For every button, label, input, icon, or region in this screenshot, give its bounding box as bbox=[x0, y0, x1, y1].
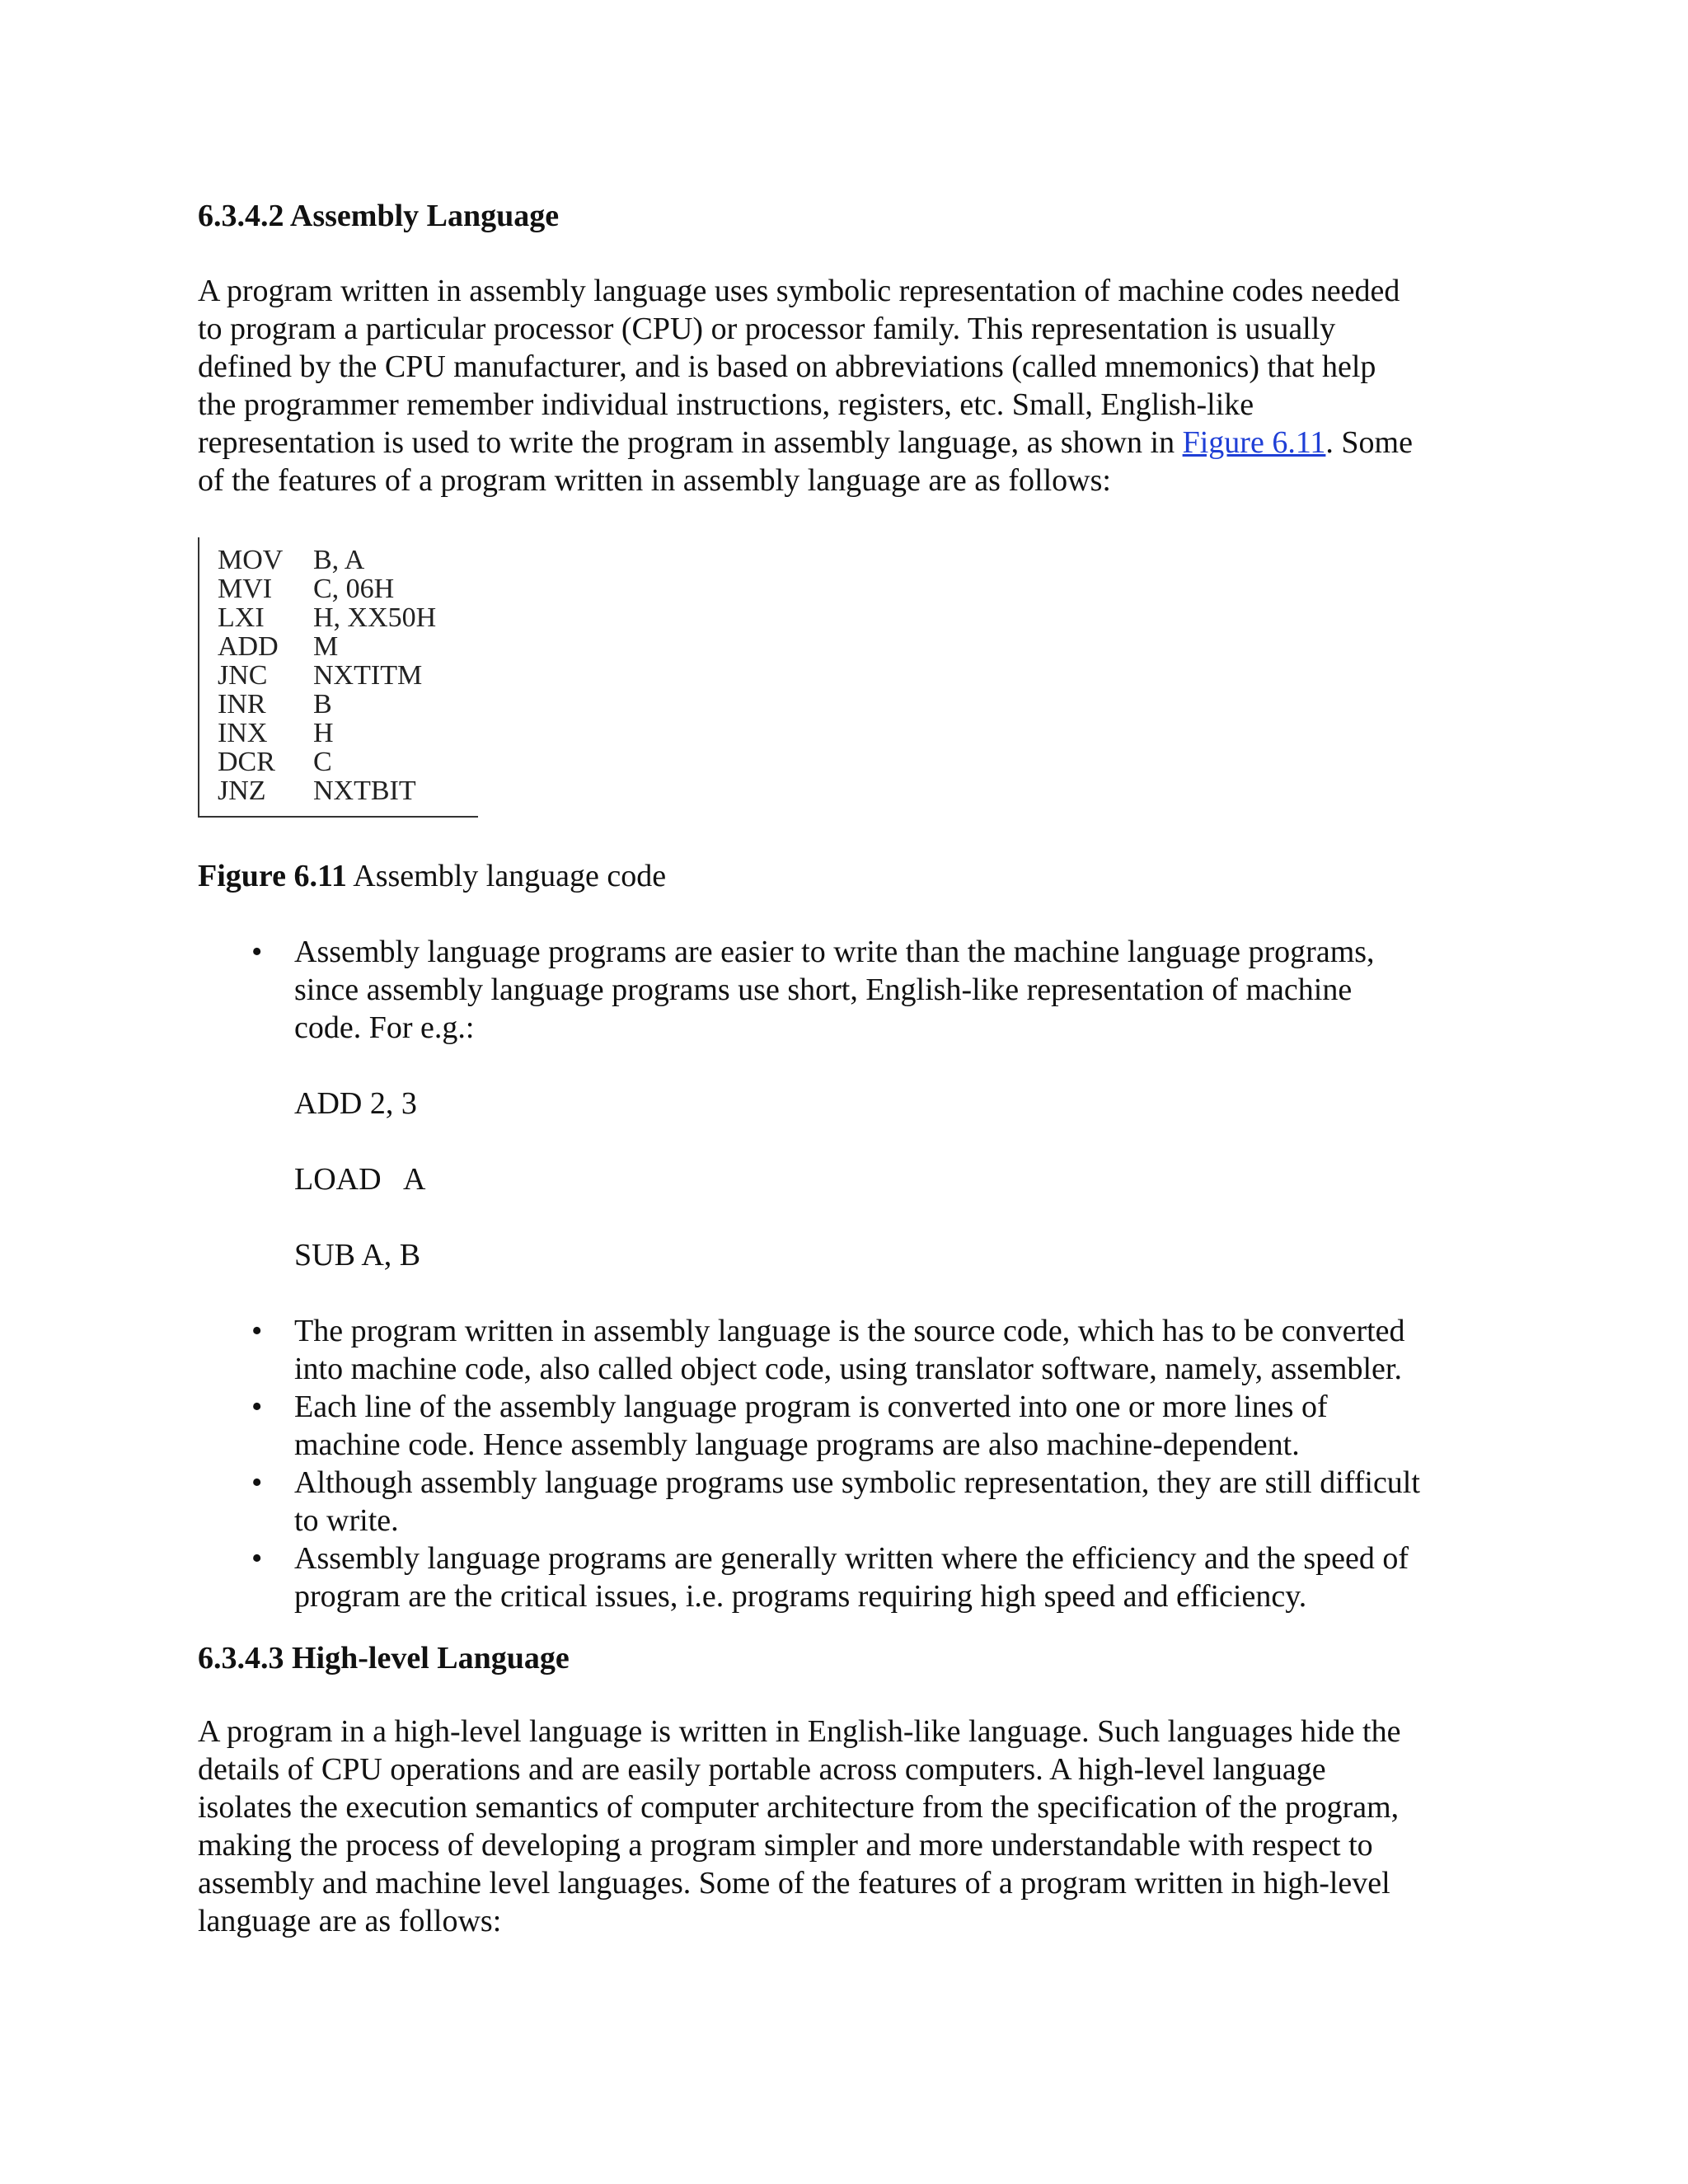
code-opcode: MOV bbox=[218, 545, 284, 575]
code-row bbox=[218, 719, 436, 748]
code-row bbox=[218, 632, 436, 661]
list-item bbox=[294, 1312, 1405, 1388]
list-item-line: machine code. Hence assembly language programs are also machine-dependent. bbox=[294, 1427, 1300, 1462]
code-operand: B bbox=[313, 689, 332, 719]
paragraph-text: . Some bbox=[1325, 425, 1413, 460]
paragraph-line: language are as follows: bbox=[198, 1904, 502, 1938]
code-example: ADD 2, 3 bbox=[294, 1086, 417, 1121]
list-item-line: The program written in assembly language is the source code, which has to be converted bbox=[294, 1314, 1405, 1348]
paragraph-line: of the features of a program written in assembly language are as follows: bbox=[198, 463, 1111, 498]
assembly-intro-paragraph bbox=[198, 272, 1500, 499]
section-heading-assembly-language: 6.3.4.2 Assembly Language bbox=[198, 199, 560, 233]
code-opcode: JNZ bbox=[218, 776, 266, 806]
code-opcode: ADD bbox=[218, 631, 279, 662]
list-item-line: since assembly language programs use short, English-like representation of machine bbox=[294, 972, 1353, 1007]
code-example: LOAD A bbox=[294, 1162, 426, 1197]
list-item-line: program are the critical issues, i.e. programs requiring high speed and efficiency. bbox=[294, 1579, 1307, 1614]
code-row bbox=[218, 661, 436, 690]
paragraph-line: defined by the CPU manufacturer, and is based on abbreviations (called mnemonics) that help bbox=[198, 349, 1376, 384]
list-item bbox=[294, 1464, 1420, 1540]
code-opcode: LXI bbox=[218, 602, 265, 633]
list-item bbox=[294, 1540, 1409, 1615]
paragraph-line: to program a particular processor (CPU) or processor family. This representation is usually bbox=[198, 312, 1336, 346]
code-operand: C, 06H bbox=[313, 574, 395, 604]
list-item-line: to write. bbox=[294, 1503, 399, 1538]
list-item bbox=[294, 933, 1375, 1047]
bullet-icon: • bbox=[251, 1541, 263, 1576]
paragraph-line: details of CPU operations and are easily portable across computers. A high-level language bbox=[198, 1752, 1326, 1787]
code-row bbox=[218, 574, 436, 603]
paragraph-line: A program written in assembly language uses symbolic representation of machine codes needed bbox=[198, 274, 1400, 308]
code-operand: B, A bbox=[313, 545, 365, 575]
code-opcode: JNC bbox=[218, 660, 268, 691]
figure-caption-label: Figure 6.11 bbox=[198, 859, 347, 893]
code-row bbox=[218, 690, 436, 719]
paragraph-line: the programmer remember individual instructions, registers, etc. Small, English-like bbox=[198, 387, 1254, 422]
code-operand: H, XX50H bbox=[313, 602, 437, 633]
code-example: SUB A, B bbox=[294, 1238, 421, 1272]
list-item-line: into machine code, also called object code, using translator software, namely, assembler. bbox=[294, 1352, 1402, 1386]
assembly-code-table bbox=[218, 546, 436, 805]
high-level-intro-paragraph bbox=[198, 1713, 1500, 1940]
code-operand: NXTBIT bbox=[313, 776, 416, 806]
code-operand: M bbox=[313, 631, 339, 662]
code-row bbox=[218, 546, 436, 574]
code-row bbox=[218, 748, 436, 776]
paragraph-line: assembly and machine level languages. Some of the features of a program written in high-level bbox=[198, 1866, 1390, 1900]
code-opcode: MVI bbox=[218, 574, 273, 604]
bullet-icon: • bbox=[251, 1465, 263, 1500]
list-item-line: Assembly language programs are generally written where the efficiency and the speed of bbox=[294, 1541, 1409, 1576]
paragraph-line: isolates the execution semantics of computer architecture from the specification of the program, bbox=[198, 1790, 1400, 1825]
code-operand: NXTITM bbox=[313, 660, 423, 691]
paragraph-line bbox=[198, 424, 1500, 462]
paragraph-text: representation is used to write the program in assembly language, as shown in bbox=[198, 425, 1183, 460]
bullet-icon: • bbox=[251, 1390, 263, 1424]
code-row bbox=[218, 776, 436, 805]
list-item-line: Each line of the assembly language program is converted into one or more lines of bbox=[294, 1390, 1328, 1424]
code-opcode: INR bbox=[218, 689, 266, 719]
list-item-line: code. For e.g.: bbox=[294, 1010, 475, 1045]
figure-6-11-link[interactable]: Figure 6.11 bbox=[1182, 425, 1326, 460]
code-row bbox=[218, 603, 436, 632]
list-item-line: Although assembly language programs use symbolic representation, they are still difficult bbox=[294, 1465, 1420, 1500]
section-heading-high-level-language: 6.3.4.3 High-level Language bbox=[198, 1641, 570, 1675]
code-operand: C bbox=[313, 747, 332, 777]
paragraph-line: A program in a high-level language is written in English-like language. Such languages hide the bbox=[198, 1714, 1401, 1749]
figure-caption-text: Assembly language code bbox=[346, 859, 667, 893]
code-opcode: DCR bbox=[218, 747, 275, 777]
list-item bbox=[294, 1388, 1328, 1464]
figure-caption bbox=[198, 857, 666, 895]
bullet-icon: • bbox=[251, 935, 263, 969]
bullet-icon: • bbox=[251, 1314, 263, 1348]
assembly-code-figure bbox=[198, 537, 478, 818]
list-item-line: Assembly language programs are easier to write than the machine language programs, bbox=[294, 935, 1375, 969]
paragraph-line: making the process of developing a program simpler and more understandable with respect to bbox=[198, 1828, 1373, 1863]
code-operand: H bbox=[313, 718, 334, 748]
code-opcode: INX bbox=[218, 718, 268, 748]
